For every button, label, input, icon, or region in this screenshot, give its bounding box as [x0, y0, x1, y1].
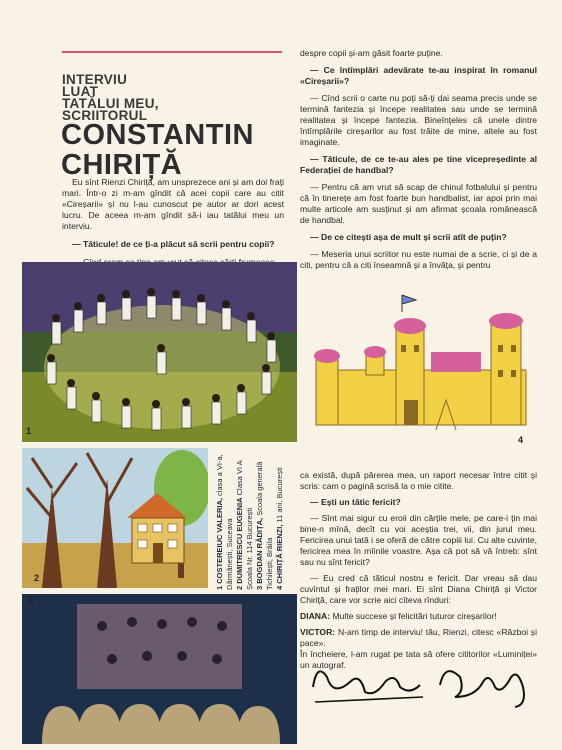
drawing-1-children-round-dance [22, 262, 297, 442]
answer-5: — Sînt mai sigur cu eroii din cărțile mele, pe care-i țin mai bine-n mînă, decît cu voi aceștia trei, vii, din jurul meu. Fericirea unui tată i se oferă de către copiii lui. Cu alte cuvinte, fericirea mea în mîinile voastre. Așa că pot să vă întreb: sînt sau nu sînt fericit? [300, 513, 537, 567]
drawing-2-house-and-trees [22, 448, 208, 588]
drawing-3-theater-audience [22, 594, 297, 744]
article-kicker [62, 74, 277, 122]
author-name-line: CHIRIȚĂ [61, 149, 183, 181]
drawing-4-castle [306, 290, 536, 450]
kicker-line: TATĂLUI MEU, [62, 96, 159, 111]
caption-3: 3 BOGDAN RĂDIȚA, Școala generală Tichilești, Brăila [255, 461, 274, 590]
title-rule [62, 51, 282, 53]
figure-number: 4 [518, 435, 524, 445]
question-3: — Tăticule, de ce te-au ales pe tine vicepreședinte al Federației de handbal? [300, 154, 537, 175]
author-name [61, 120, 291, 180]
diana-note [300, 611, 537, 622]
figure-number: 3 [28, 596, 34, 606]
victor-text: N-am timp de interviu! tău, Rienzi, citesc «Război și pace». [300, 627, 538, 648]
victor-note [300, 627, 537, 649]
right-column-text [300, 48, 537, 277]
left-column-text [62, 177, 284, 275]
answer-2: — Cînd scrii o carte nu poți să-ți dai seama precis unde se termină fantezia și începe realitatea sau unde se termină realitatea și începe fantezia. Bineînțeles că unele dintre întîmplările cireșarilor au fost trăite de mine, altele au fost imaginate. [300, 93, 537, 147]
answer-4: — Meseria unui scriitor nu este numai de a scrie, ci și de a citi, pentru că a citi înseamnă și a învăța, și pentru [300, 249, 537, 270]
drawings-captions [211, 452, 293, 592]
answer-5b: — Eu cred că tăticul nostru e fericit. Dar vreau să dau cuvîntul și fraților mei mari. Ei sînt Diana Chiriță și Victor Chiriță, care vor scrie aici cîteva rînduri: [300, 573, 537, 605]
figure-number: 2 [34, 573, 40, 583]
kicker-line: LUAT [62, 84, 99, 99]
question-1: — Tăticule! de ce ți-a plăcut să scrii pentru copii? [72, 239, 275, 249]
right-column-text-bottom [300, 470, 537, 676]
question-5: — Ești un tătic fericit? [310, 497, 401, 507]
caption-1: 1 COSTEREIUC VALERIA, clasa a VI-a, Dărmănești, Suceava [215, 454, 234, 590]
speaker-victor: VICTOR: [300, 627, 336, 637]
kicker-line: INTERVIU [62, 72, 128, 87]
caption-2: 2 DUMITRESCU EUGENIA Clasa VI A Școala Nr. 114 București [235, 460, 254, 590]
caption-4: 4 CHIRIȚĂ RIENZI, 11 ani, București [275, 467, 284, 590]
closing-paragraph: În încheiere, l-am rugat pe tata să ofere cititorilor «Luminiței» un autograf. [300, 649, 537, 670]
intro-paragraph: Eu sînt Rienzi Chiriță, am unsprezece ani și am doi frați mari. Într-o zi m-am gîndit că acei copii care au citit «Cireșarii» și nu l-au cunoscut pe autor ar dori acest lucru. De aceea m-am gîndit să-i iau tatălui meu un interviu. [62, 177, 284, 231]
diana-text: Multe succese și felicitări tuturor cireșarilor! [332, 611, 497, 621]
speaker-diana: DIANA: [300, 611, 331, 621]
question-4: — De ce citești așa de mult și scrii atît de puțin? [310, 232, 507, 242]
answer-4-end: ca există, după părerea mea, un raport necesar între citit și scris: cam o pagină scrisă la o mie citite. [300, 470, 537, 491]
captions-rotated [211, 452, 293, 592]
author-signature [305, 657, 535, 712]
figure-number: 1 [26, 426, 32, 436]
question-2: — Ce întîmplări adevărate te-au inspirat în romanul «Cireșarii»? [300, 65, 537, 86]
kicker-line: SCRIITORUL [62, 108, 148, 123]
author-name-line: CONSTANTIN [61, 119, 254, 151]
answer-3: — Pentru că am vrut să scap de chinul fotbalului și pentru că în tinerețe am fost foarte bun handbalist, iar apoi prin mai multe articole am susținut și am afirmat școala românească de handbal. [300, 182, 537, 225]
answer-1-end: despre copii și-am găsit foarte puține. [300, 48, 443, 58]
